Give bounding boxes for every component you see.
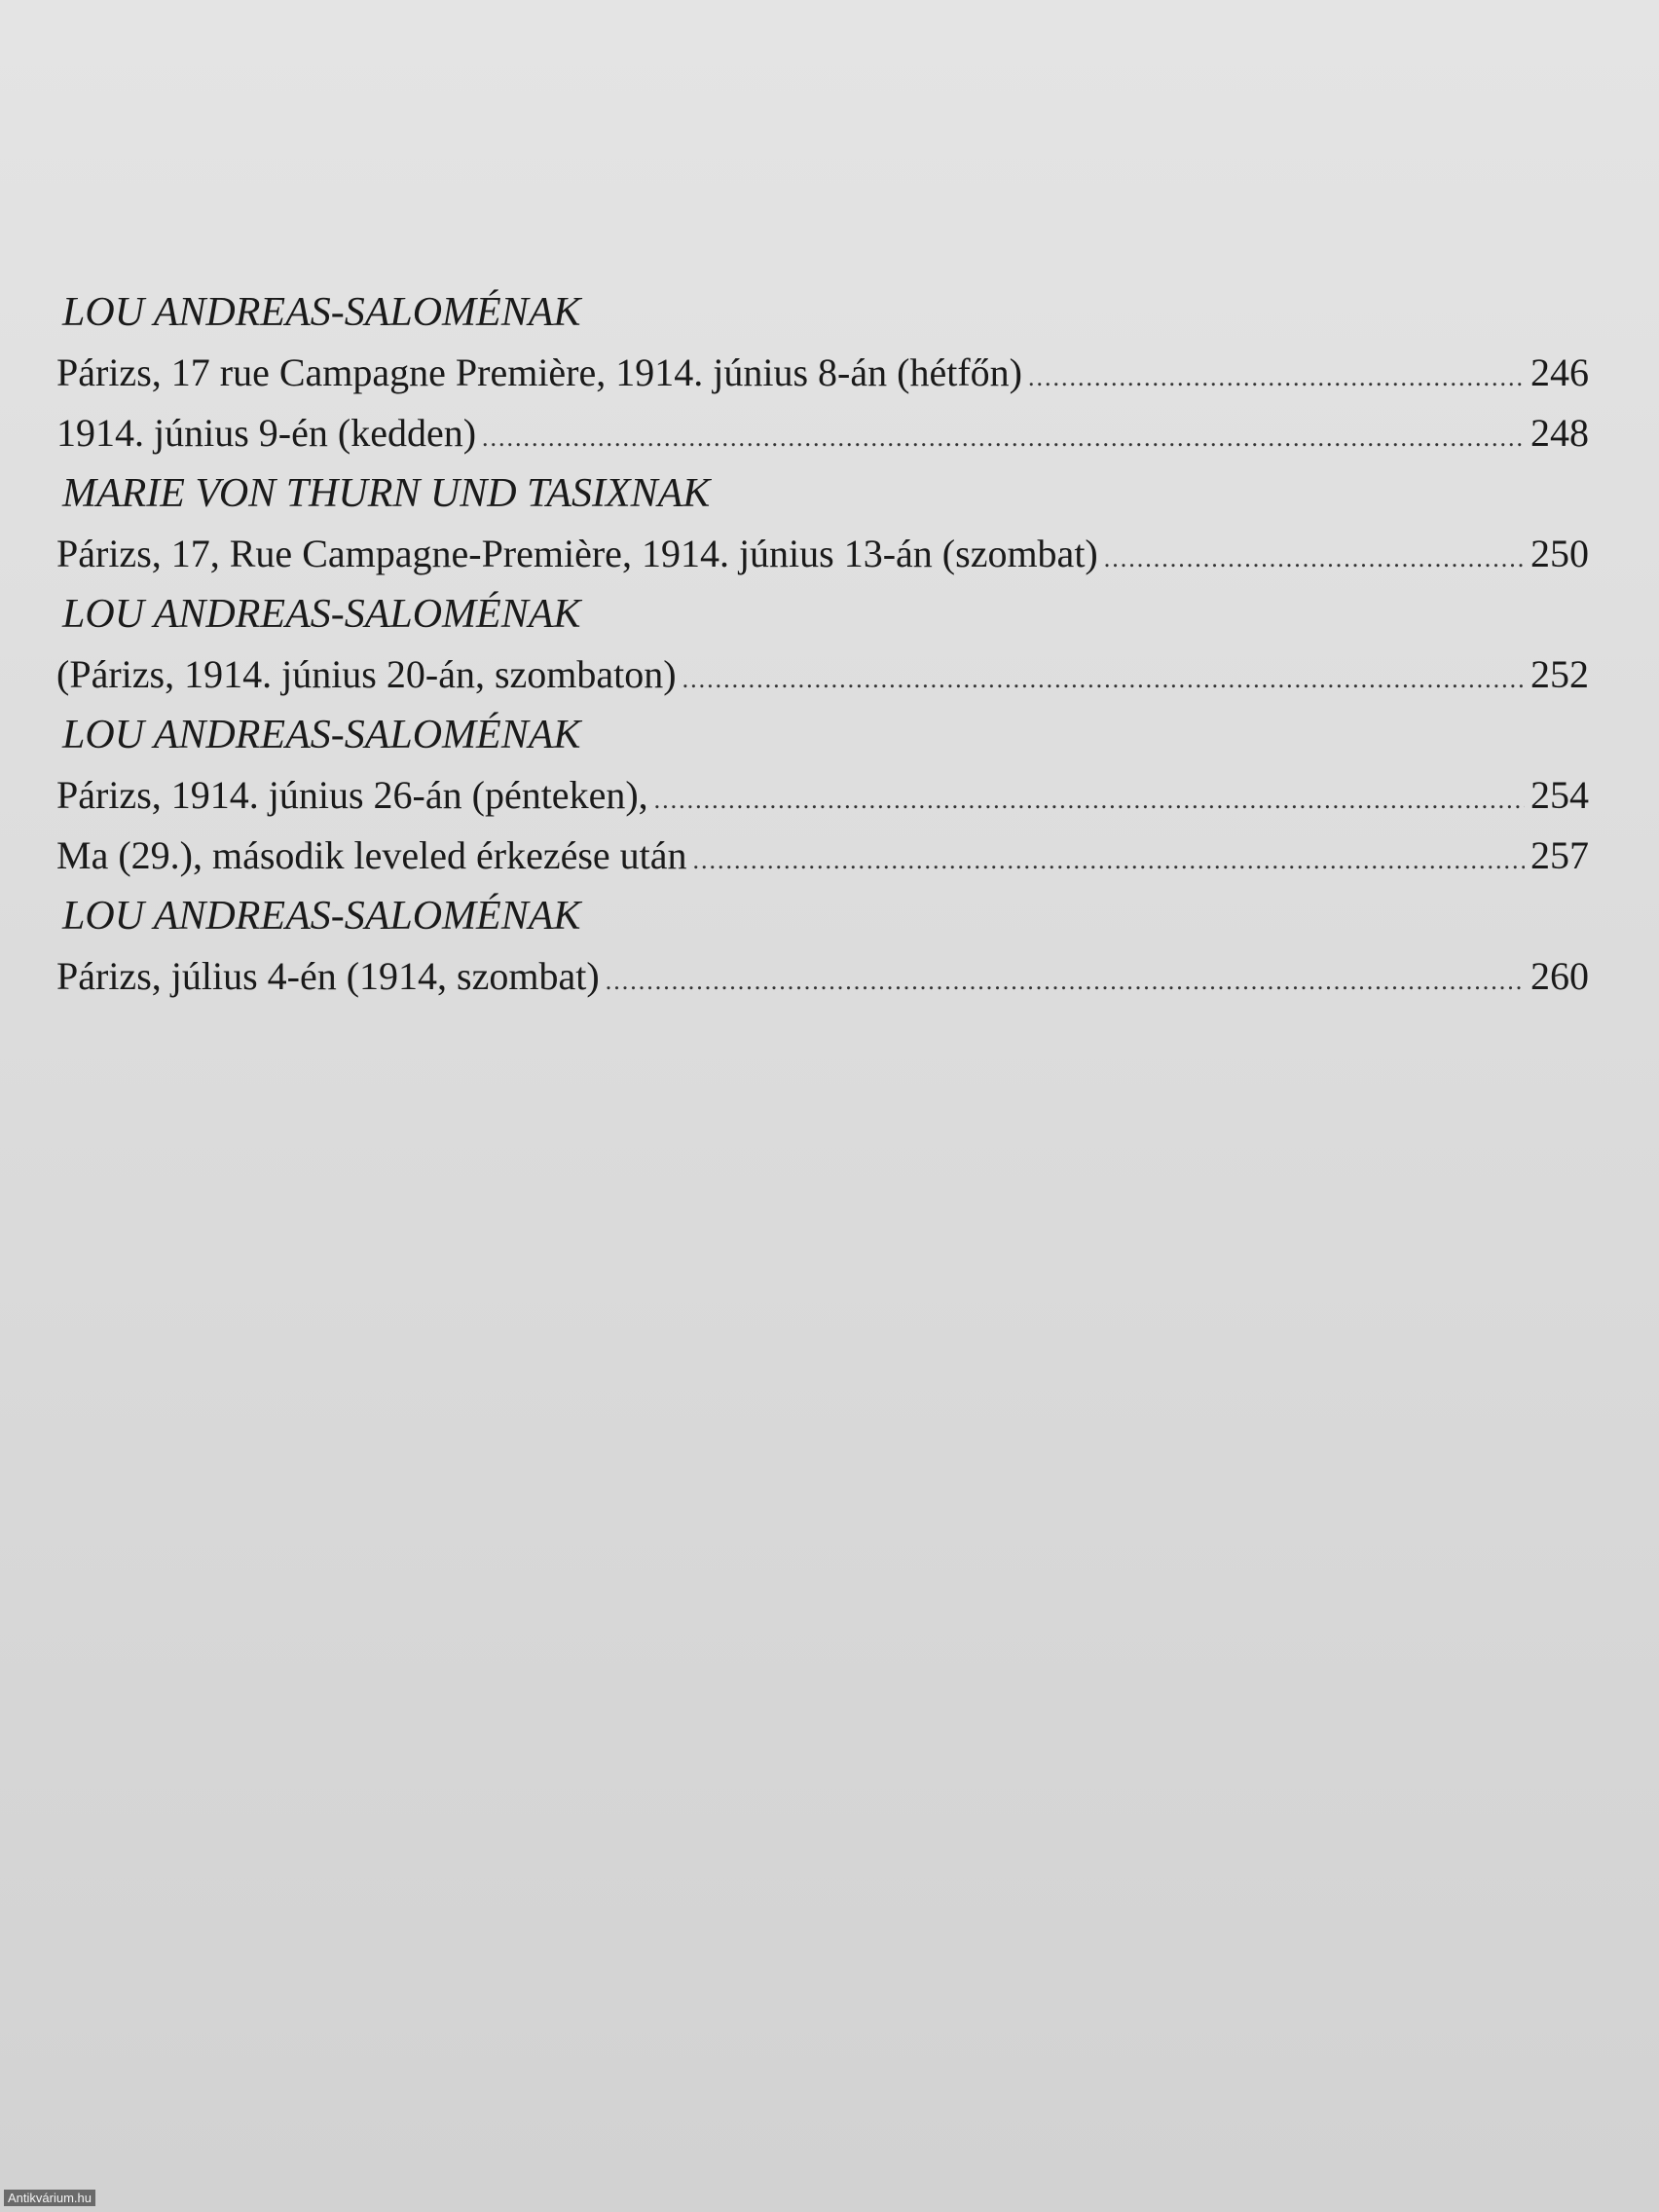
dot-leader xyxy=(606,951,1525,1012)
dot-leader xyxy=(682,649,1525,710)
dot-leader xyxy=(482,408,1525,468)
toc-page-number: 250 xyxy=(1530,532,1589,575)
toc-heading: LOU ANDREAS-SALOMÉNAK xyxy=(62,713,581,757)
dot-leader xyxy=(1028,348,1525,408)
toc-heading: MARIE VON THURN UND TASIXNAK xyxy=(62,471,711,516)
toc-entry xyxy=(56,645,1589,705)
dot-leader xyxy=(1104,529,1525,589)
watermark: Antikvárium.hu xyxy=(4,2190,95,2206)
toc-heading: LOU ANDREAS-SALOMÉNAK xyxy=(62,894,581,939)
dot-leader xyxy=(654,770,1525,830)
toc-entry-text: Párizs, július 4-én (1914, szombat) xyxy=(56,954,600,998)
toc-entry xyxy=(56,343,1589,403)
toc-page-number: 254 xyxy=(1530,773,1589,817)
toc-page-number: 257 xyxy=(1530,833,1589,877)
toc-heading: LOU ANDREAS-SALOMÉNAK xyxy=(62,290,581,335)
toc-entry xyxy=(56,765,1589,826)
toc-entry xyxy=(56,403,1589,463)
toc-page-number: 260 xyxy=(1530,954,1589,998)
toc-entry-text: (Párizs, 1914. június 20-án, szombaton) xyxy=(56,652,677,696)
toc-heading: LOU ANDREAS-SALOMÉNAK xyxy=(62,592,581,637)
toc-entry-text: Párizs, 17 rue Campagne Première, 1914. június 8-án (hétfőn) xyxy=(56,350,1022,394)
toc-entry-text: Párizs, 17, Rue Campagne-Première, 1914. június 13-án (szombat) xyxy=(56,532,1098,575)
dot-leader xyxy=(693,830,1525,891)
toc-entry xyxy=(56,826,1589,886)
toc-entry xyxy=(56,946,1589,1007)
toc-entry-text: Párizs, 1914. június 26-án (pénteken), xyxy=(56,773,648,817)
toc-entry-text: 1914. június 9-én (kedden) xyxy=(56,411,477,455)
toc-page-number: 246 xyxy=(1530,350,1589,394)
toc-entry-text: Ma (29.), második leveled érkezése után xyxy=(56,833,687,877)
toc-page-number: 248 xyxy=(1530,411,1589,455)
toc-entry xyxy=(56,524,1589,584)
table-of-contents xyxy=(56,282,1589,1007)
toc-page-number: 252 xyxy=(1530,652,1589,696)
